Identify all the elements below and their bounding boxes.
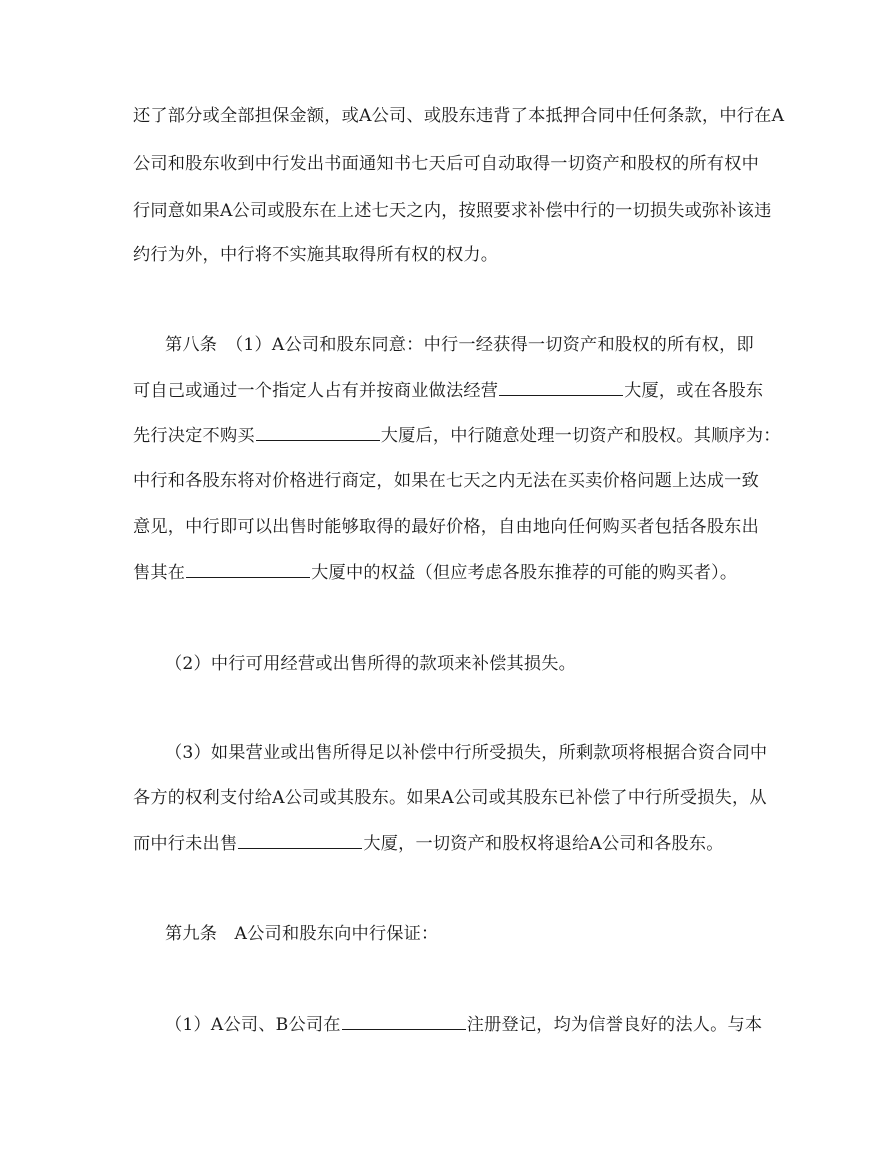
text-line [133,424,781,448]
text-line [133,561,737,585]
article-9-heading: 第九条 A公司和股东向中行保证： [165,924,439,944]
text-segment: 售其在 [133,563,186,583]
text-segment: 大厦，一切资产和股权将退给A公司和各股东。 [363,834,724,854]
text-segment: 大厦后，中行随意处理一切资产和股权。其顺序为： [380,426,781,446]
text-segment: 大厦中的权益（但应考虑各股东推荐的可能的购买者）。 [311,563,738,583]
text-segment: 可自己或通过一个指定人占有并按商业做法经营 [133,381,499,401]
text-line [133,832,724,856]
fill-in-blank [186,561,310,578]
text-segment: 注册登记，均为信誉良好的法人。与本 [466,1015,763,1035]
text-line: 公司和股东收到中行发出书面通知书七天后可自动取得一切资产和股权的所有权中 [133,154,759,174]
text-line: 行同意如果A公司或股东在上述七天之内，按照要求补偿中行的一切损失或弥补该违 [133,201,772,221]
article-9-clause-1 [165,1013,762,1037]
text-line: 意见，中行即可以出售时能够取得的最好价格，自由地向任何购买者包括各股东出 [133,517,759,537]
fill-in-blank [256,424,380,441]
text-line: 约行为外，中行将不实施其取得所有权的权力。 [133,245,499,265]
text-segment: 先行决定不购买 [133,426,255,446]
text-line: 中行和各股东将对价格进行商定，如果在七天之内无法在买卖价格问题上达成一致 [133,471,759,491]
article-8-clause-3: （3）如果营业或出售所得足以补偿中行所受损失，所剩款项将根据合资合同中 [165,743,768,763]
fill-in-blank [342,1013,466,1030]
text-line: 各方的权利支付给A公司或其股东。如果A公司或其股东已补偿了中行所受损失，从 [133,788,767,808]
article-8-clause-2: （2）中行可用经营或出售所得的款项来补偿其损失。 [165,654,577,674]
text-segment: （1）A公司、B公司在 [165,1015,341,1035]
fill-in-blank [499,379,623,396]
article-8-heading-line: 第八条 （1）A公司和股东同意：中行一经获得一切资产和股权的所有权，即 [165,335,754,355]
text-segment: 大厦，或在各股东 [624,381,764,401]
text-line [133,379,763,403]
fill-in-blank [238,832,362,849]
text-line: 还了部分或全部担保金额，或A公司、或股东违背了本抵押合同中任何条款，中行在A [133,106,785,126]
text-segment: 而中行未出售 [133,834,238,854]
